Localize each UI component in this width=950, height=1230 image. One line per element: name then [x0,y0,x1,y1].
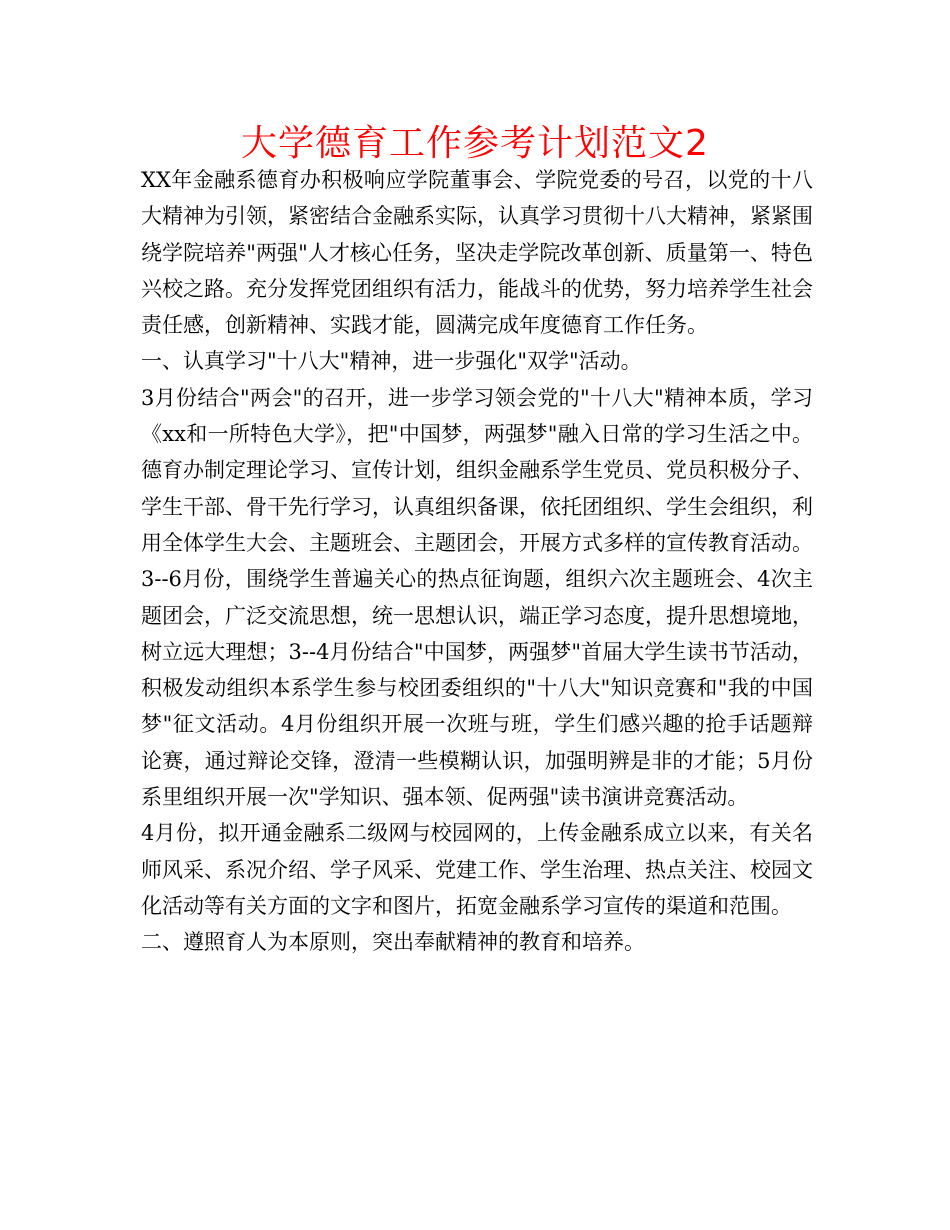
section-heading-1: 一、认真学习"十八大"精神，进一步强化"双学"活动。 [141,349,642,374]
document-body [141,162,813,961]
section-heading-2: 二、遵照育人为本原则，突出奉献精神的教育和培养。 [141,930,645,955]
paragraph-intro: XX年金融系德育办积极响应学院董事会、学院党委的号召，以党的十八大精神为引领，紧密结合金融系实际，认真学习贯彻十八大精神，紧紧围绕学院培养"两强"人才核心任务，坚决走学院改革创新、质量第一、特色兴校之路。充分发挥党团组织有活力，能战斗的优势，努力培养学生社会责任感，创新精神、实践才能，圆满完成年度德育工作任务。 [141,168,813,338]
paragraph-april-website: 4月份，拟开通金融系二级网与校园网的，上传金融系成立以来，有关名师风采、系况介绍、学子风采、党建工作、学生治理、热点关注、校园文化活动等有关方面的文字和图片，拓宽金融系学习宣传的渠道和范围。 [141,821,813,918]
paragraph-march-activities: 3月份结合"两会"的召开，进一步学习领会党的"十八大"精神本质，学习《xx和一所特色大学》，把"中国梦，两强梦"融入日常的学习生活之中。德育办制定理论学习、宣传计划，组织金融系学生党员、党员积极分子、学生干部、骨干先行学习，认真组织备课，依托团组织、学生会组织，利用全体学生大会、主题班会、主题团会，开展方式多样的宣传教育活动。3--6月份，围绕学生普遍关心的热点征询题，组织六次主题班会、4次主题团会，广泛交流思想，统一思想认识，端正学习态度，提升思想境地，树立远大理想；3--4月份结合"中国梦，两强梦"首届大学生读书节活动，积极发动组织本系学生参与校团委组织的"十八大"知识竞赛和"我的中国梦"征文活动。4月份组织开展一次班与班，学生们感兴趣的抢手话题辩论赛，通过辩论交锋，澄清一些模糊认识，加强明辨是非的才能；5月份系里组织开展一次"学知识、强本领、促两强"读书演讲竞赛活动。 [141,385,813,810]
document-title: 大学德育工作参考计划范文2 [241,123,709,164]
